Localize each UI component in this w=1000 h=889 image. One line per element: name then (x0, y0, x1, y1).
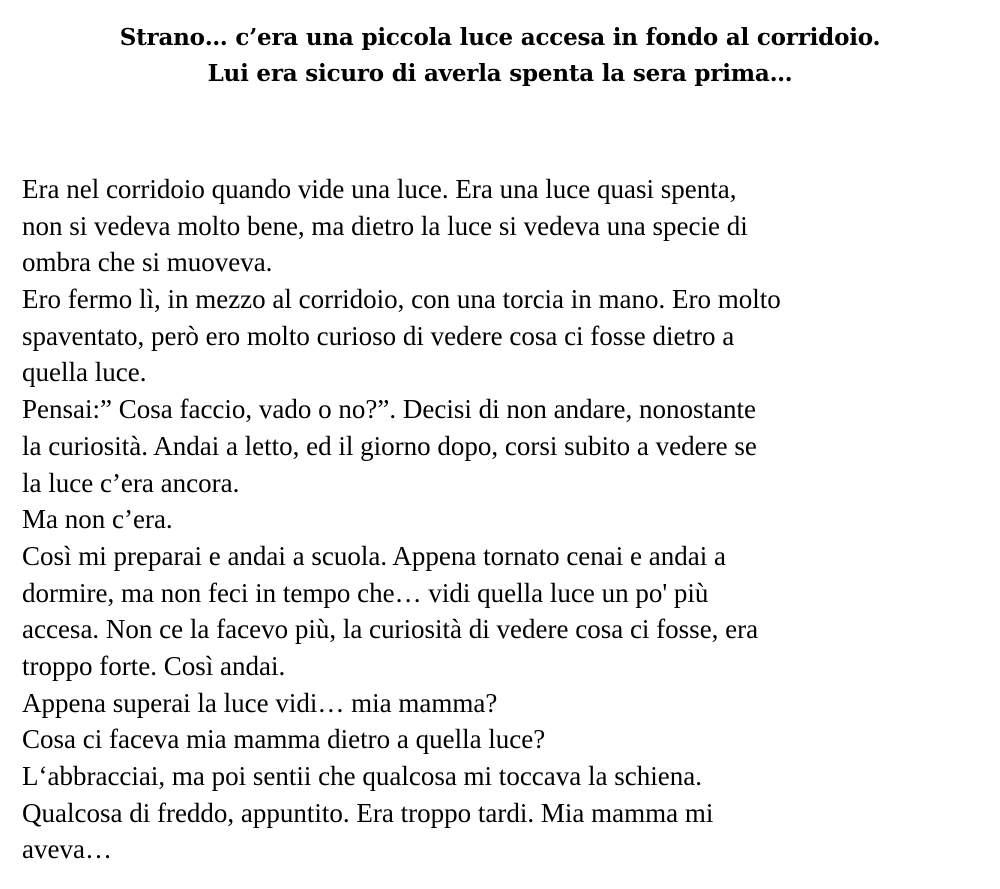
body-line: spaventato, però ero molto curioso di vedere cosa ci fosse dietro a (22, 320, 735, 351)
title-line: Strano… c’era una piccola luce accesa in fondo al corridoio. (119, 24, 881, 51)
story-body (22, 171, 1000, 868)
body-line: Appena superai la luce vidi… mia mamma? (22, 687, 498, 718)
body-line: Pensai:” Cosa faccio, vado o no?”. Decisi di non andare, nonostante (22, 394, 757, 425)
body-line: L‘abbracciai, ma poi sentii che qualcosa mi toccava la schiena. (22, 761, 702, 791)
body-line: accesa. Non ce la facevo più, la curiosità di vedere cosa ci fosse, era (22, 614, 759, 645)
body-line: aveva… (22, 834, 112, 865)
body-line: non si vedeva molto bene, ma dietro la luce si vedeva una specie di (22, 210, 748, 241)
body-line: Ma non c’era. (22, 504, 173, 535)
body-line: la curiosità. Andai a letto, ed il giorno dopo, corsi subito a vedere se (22, 430, 757, 461)
body-line: Così mi preparai e andai a scuola. Appena tornato cenai e andai a (22, 540, 726, 571)
story-title (0, 20, 1000, 92)
body-line: Cosa ci faceva mia mamma dietro a quella luce? (22, 724, 546, 755)
body-line: ombra che si muoveva. (22, 247, 273, 278)
body-line: quella luce. (22, 357, 147, 388)
title-line: Lui era sicuro di averla spenta la sera prima… (207, 60, 793, 87)
body-line: Qualcosa di freddo, appuntito. Era troppo tardi. Mia mamma mi (22, 797, 714, 828)
body-line: dormire, ma non feci in tempo che… vidi quella luce un po' più (22, 577, 709, 608)
body-line: Ero fermo lì, in mezzo al corridoio, con una torcia in mano. Ero molto (22, 284, 781, 315)
body-line: Era nel corridoio quando vide una luce. Era una luce quasi spenta, (22, 174, 737, 204)
body-line: la luce c’era ancora. (22, 467, 240, 498)
body-line: troppo forte. Così andai. (22, 650, 286, 681)
